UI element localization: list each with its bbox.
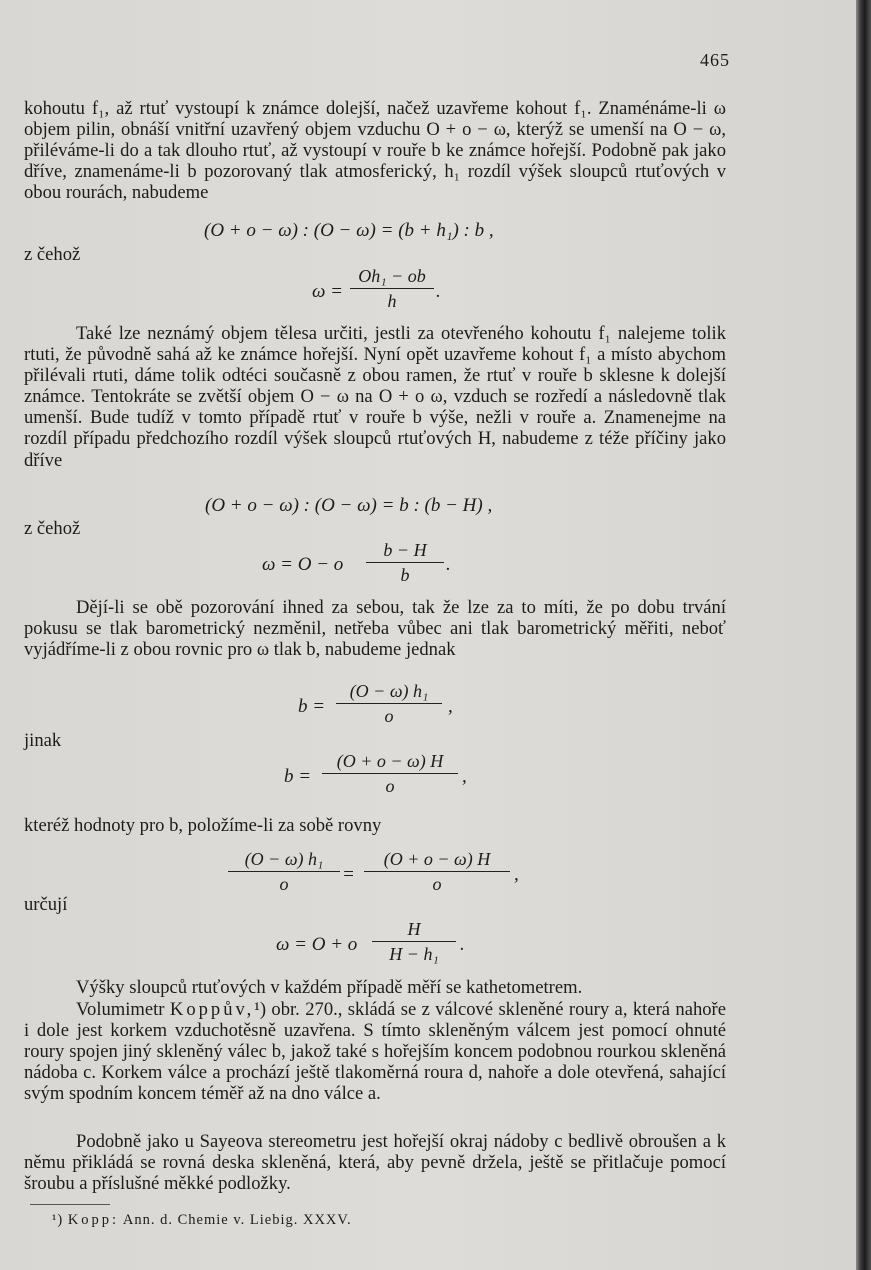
fraction-bar [366, 562, 444, 563]
footnote-mark: ¹) [52, 1212, 64, 1228]
footnote-reference: ¹) [254, 999, 267, 1020]
paragraph-3: Dějí-li se obě pozorování ihned za sebou, tak že lze za to míti, že po dobu trvání pokusu se tlak barometrický nezměnil, netřeba vůbec ani tlak barometrický měřiti, neboť vyjádříme-li z obou rovnic pro ω tlak b, nabudeme jednak [24, 597, 726, 661]
paragraph-1: kohoutu f₁, až rtuť vystoupí k známce dolejší, načež uzavřeme kohout f₁. Znaménáme-li ω objem pilin, obnáší vnitřní uzavřený objem vzduchu O + o − ω, kterýž se umenší na O − ω, přiléváme-li do a tak dlouho rtuť, až vystoupí v rouře b ke známce hořejší. Podobně pak jako dříve, znamenáme-li b pozorovaný tlak atmosferický, h₁ rozdíl výšek sloupců rtuťových v obou rourách, nabudeme [24, 98, 726, 204]
paragraph-5: Výšky sloupců rtuťových v každém případě měří se kathetometrem. [76, 977, 583, 998]
equation-5-fraction [336, 681, 442, 727]
equation-7-tail: , [514, 864, 519, 885]
equation-6-tail: , [462, 766, 467, 787]
equation-2-numerator: Oh₁ − ob [358, 266, 426, 286]
equation-5-tail: , [448, 696, 453, 717]
footnote-text: Ann. d. Chemie v. Liebig. XXXV. [119, 1212, 352, 1228]
author-name: Koppův, [169, 999, 255, 1020]
paragraph-4: kteréž hodnoty pro b, položíme-li za sobě rovny [24, 815, 382, 836]
equation-6-denominator: o [385, 776, 395, 796]
fraction-bar [372, 941, 456, 942]
fraction-bar [350, 288, 434, 289]
equation-8-tail: . [460, 934, 465, 955]
equation-4-fraction [366, 540, 444, 586]
label-z-cehoz-1: z čehož [24, 244, 81, 265]
equation-7-equals: = [342, 864, 355, 885]
footnote [52, 1212, 352, 1229]
paragraph-6 [24, 999, 726, 1104]
equation-6-numerator: (O + o − ω) H [336, 751, 444, 771]
equation-2-lhs: ω = [312, 281, 343, 302]
paragraph-7: Podobně jako u Sayeova stereometru jest hořejší okraj nádoby c bedlivě obroušen a k němu přikládá se rovná deska skleněná, která, aby pevně držela, ještě se přitlačuje pomocí šroubu a příslušné měkké podložky. [24, 1131, 726, 1195]
equation-7-numerator-right: (O + o − ω) H [383, 849, 491, 869]
equation-6-fraction [322, 751, 458, 797]
equation-1: (O + o − ω) : (O − ω) = (b + h₁) : b , [204, 220, 494, 241]
equation-8-lhs: ω = O + o [276, 934, 358, 955]
page-number: 465 [700, 50, 730, 70]
fraction-bar [322, 773, 458, 774]
footnote-divider [30, 1204, 110, 1205]
paragraph-2: Také lze neznámý objem tělesa určiti, jestli za otevřeného kohoutu f₁ nalejeme tolik rtuti, že původně sahá až ke známce hořejší. Nyní opět uzavřeme kohout f₁ a místo abychom přilévali rtuti, dáme tolik odtéci současně z obou ramen, že rtuť v rouře b sklesne k dolejší známce. Tentokráte se zvětší objem O − ω na O + o ω, vzduch se rozředí a následovně tlak umenší. Bude tudíž v tomto případě rtuť v rouře b výše, nežli v rouře a. Znamenejme na rozdíl případu předchozího rozdíl výšek sloupců rtuťových H, nabudeme z téže příčiny jako dříve [24, 323, 726, 471]
equation-8-denominator: H − h₁ [389, 944, 439, 964]
equation-7-denominator-left: o [279, 874, 289, 894]
equation-2-denominator: h [387, 291, 397, 311]
equation-4-numerator: b − H [383, 540, 427, 560]
equation-2-tail: . [436, 281, 441, 302]
equation-4-lhs: ω = O − o [262, 554, 344, 575]
equation-2-fraction [350, 266, 434, 312]
equation-7-fraction-left [228, 849, 340, 895]
footnote-author: Kopp: [67, 1212, 120, 1228]
equation-6-lhs: b = [284, 766, 312, 787]
equation-4-denominator: b [400, 565, 410, 585]
fraction-bar [364, 871, 510, 872]
equation-5-lhs: b = [298, 696, 326, 717]
equation-5-denominator: o [384, 706, 394, 726]
equation-7-denominator-right: o [432, 874, 442, 894]
equation-5-numerator: (O − ω) h₁ [349, 681, 429, 701]
equation-3: (O + o − ω) : (O − ω) = b : (b − H) , [205, 495, 493, 516]
equation-8-fraction [372, 919, 456, 965]
equation-7-numerator-left: (O − ω) h₁ [244, 849, 324, 869]
equation-8-numerator: H [407, 919, 421, 939]
label-urcuji: určují [24, 894, 68, 915]
equation-4-tail: . [446, 554, 451, 575]
equation-7-fraction-right [364, 849, 510, 895]
paragraph-6-lead: Volumimetr [76, 999, 170, 1020]
fraction-bar [336, 703, 442, 704]
label-z-cehoz-2: z čehož [24, 518, 81, 539]
fraction-bar [228, 871, 340, 872]
label-jinak: jinak [24, 730, 62, 751]
paragraph-6-body: obr. 270., skládá se z válcové skleněné roury a, která nahoře i dole jest korkem vzduchotěsně uzavřena. S tímto skleněným válcem jest pomocí ohnuté roury spojen jiný skleněný válec b, jakož také s hořejším koncem podobnou rourkou skleněná nádoba c. Korkem válce a prochází ještě tlakoměrná roura d, nahoře a dole otevřená, sahající svým spodním koncem téměř až na dno válce a. [24, 999, 726, 1105]
book-spine [856, 0, 871, 1270]
